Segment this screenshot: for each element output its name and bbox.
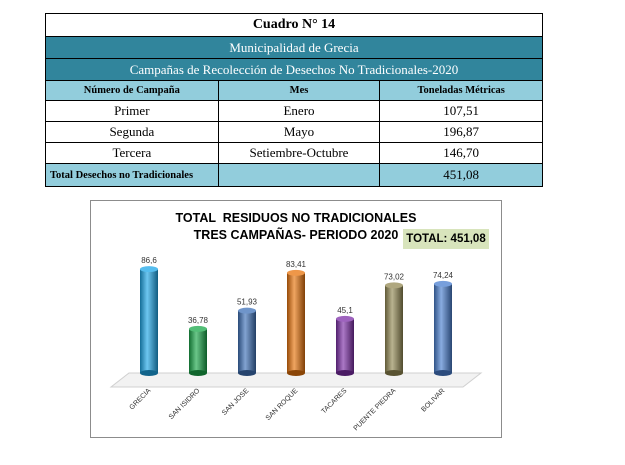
bar-base-cap (385, 370, 403, 376)
data-label: 74,24 (432, 270, 454, 280)
campaign-cell: Tercera (46, 143, 219, 164)
total-row (46, 164, 543, 187)
data-label: 51,93 (236, 297, 258, 307)
category-label: TACARES (320, 387, 349, 416)
bar-grecia (140, 269, 158, 373)
bar-top-cap (336, 316, 354, 322)
category-label: SAN ISIDRO (167, 387, 202, 422)
campaign-cell: Segunda (46, 122, 219, 143)
bar-base-cap (336, 370, 354, 376)
table-row (46, 122, 543, 143)
tons-cell: 107,51 (380, 101, 543, 122)
table-row (46, 101, 543, 122)
summary-table (45, 13, 543, 187)
bar-base-cap (434, 370, 452, 376)
data-label: 86,6 (141, 256, 157, 266)
chart-title-line1: TOTAL RESIDUOS NO TRADICIONALES (175, 211, 417, 225)
table-subtitle: Campañas de Recolección de Desechos No Tradicionales-2020 (46, 59, 543, 81)
bar-top-cap (434, 281, 452, 287)
bar-base-cap (189, 370, 207, 376)
data-label: 83,41 (285, 259, 307, 269)
category-label: SAN JOSE (220, 387, 251, 417)
category-label: PUENTE PIEDRA (352, 387, 398, 433)
bar-san-jose (238, 311, 256, 373)
tons-cell: 196,87 (380, 122, 543, 143)
month-cell: Enero (218, 101, 380, 122)
bar-san-roque (287, 273, 305, 373)
chart-panel (90, 200, 502, 438)
bar-base-cap (238, 370, 256, 376)
tons-cell: 146,70 (380, 143, 543, 164)
bar-bolivar (434, 284, 452, 373)
bar-base-cap (140, 370, 158, 376)
column-header-campaign: Número de Campaña (46, 81, 219, 101)
bar-puente-piedra (385, 285, 403, 373)
data-label: 36,78 (187, 315, 209, 325)
campaign-cell: Primer (46, 101, 219, 122)
bar-top-cap (287, 270, 305, 276)
total-value: 451,08 (380, 164, 543, 187)
table-row (46, 143, 543, 164)
column-header-tons: Toneladas Métricas (380, 81, 543, 101)
municipality-heading: Municipalidad de Grecia (46, 37, 543, 59)
column-header-month: Mes (218, 81, 380, 101)
bar-tacares (336, 319, 354, 373)
total-badge: TOTAL: 451,08 (403, 229, 489, 249)
category-label: SAN ROQUE (264, 387, 300, 423)
bar-san-isidro (189, 329, 207, 373)
chart-title-line2: TRES CAMPAÑAS- PERIODO 2020 (193, 228, 399, 242)
bar-top-cap (189, 326, 207, 332)
total-label: Total Desechos no Tradicionales (46, 164, 219, 187)
table-title: Cuadro N° 14 (46, 14, 543, 37)
data-label: 45,1 (337, 305, 353, 315)
bar-top-cap (140, 266, 158, 272)
bar-top-cap (238, 308, 256, 314)
month-cell: Mayo (218, 122, 380, 143)
data-label: 73,02 (383, 272, 405, 282)
total-empty-cell (218, 164, 380, 187)
bar-base-cap (287, 370, 305, 376)
category-label: BOLIVAR (420, 387, 447, 414)
bar-top-cap (385, 282, 403, 288)
category-label: GRECIA (128, 387, 153, 412)
bar-chart (91, 201, 501, 437)
month-cell: Setiembre-Octubre (218, 143, 380, 164)
